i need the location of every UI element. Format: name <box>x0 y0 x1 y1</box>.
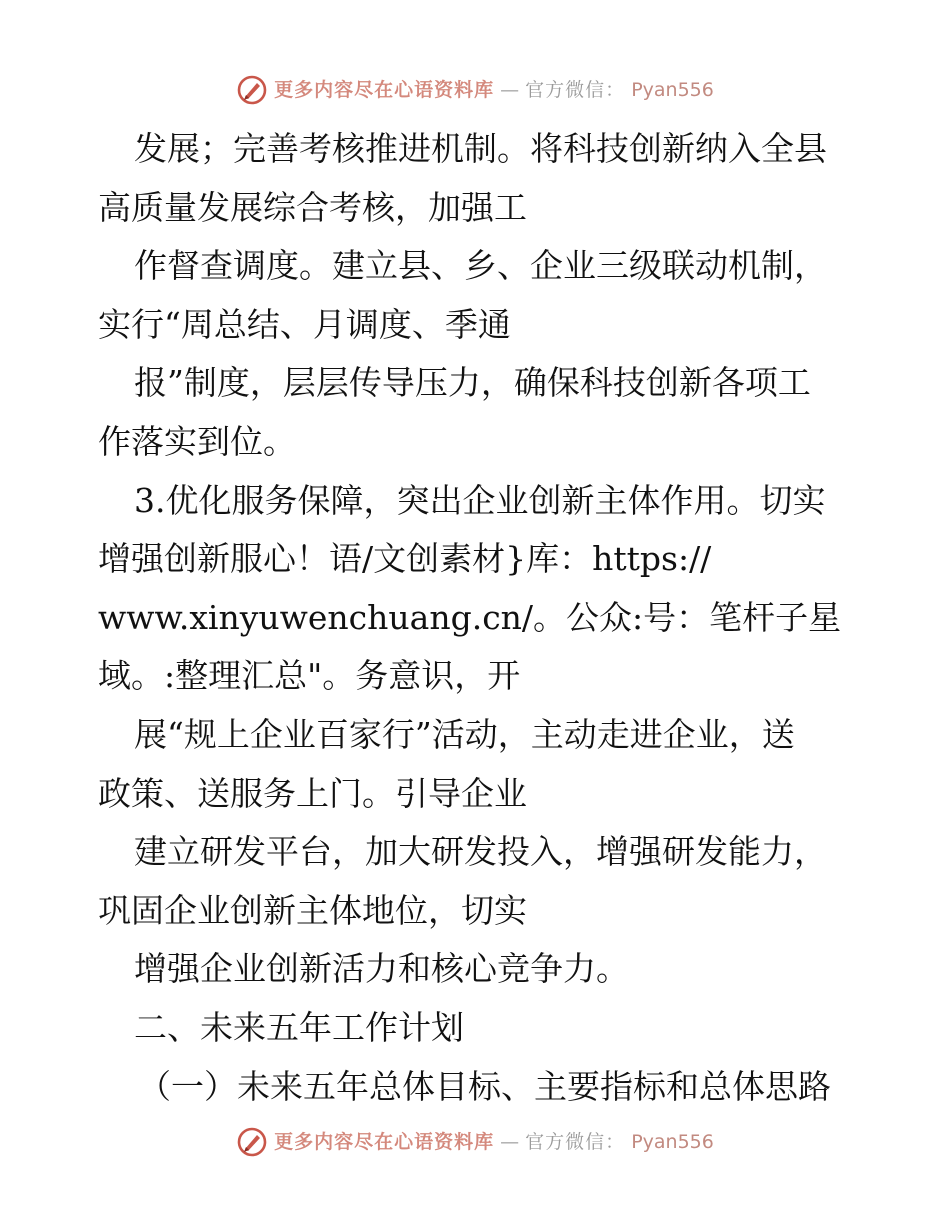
watermark-sub-text: 官方微信： <box>525 79 626 101</box>
paragraph-line: 建立研发平台，加大研发投入，增强研发能力， <box>134 832 827 872</box>
watermark-wechat-id: Pyan556 <box>631 1131 714 1153</box>
paragraph-line: 展“规上企业百家行”活动，主动走进企业，送 <box>134 714 795 754</box>
watermark-dash: — <box>500 1131 520 1153</box>
paragraph-line: 增强企业创新活力和核心竞争力。 <box>134 949 629 989</box>
watermark-main-text: 更多内容尽在心语资料库 <box>274 1131 495 1153</box>
paragraph-line: 政策、送服务上门。引导企业 <box>98 773 527 813</box>
paragraph-line: 实行“周总结、月调度、季通 <box>98 304 511 344</box>
watermark-main-text: 更多内容尽在心语资料库 <box>274 79 495 101</box>
paragraph-line: 发展；完善考核推进机制。将科技创新纳入全县 <box>134 129 827 168</box>
subsection-heading: （一）未来五年总体目标、主要指标和总体思路 <box>138 1066 831 1106</box>
paragraph-line: 高质量发展综合考核，加强工 <box>98 187 527 227</box>
pen-logo-icon <box>236 74 268 106</box>
watermark-dash: — <box>500 79 520 101</box>
paragraph-line: 作落实到位。 <box>98 421 296 461</box>
section-heading: 二、未来五年工作计划 <box>134 1007 464 1047</box>
paragraph-line: 报”制度，层层传导压力，确保科技创新各项工 <box>134 363 811 403</box>
paragraph-line: www.xinyuwenchuang.cn/。公众:号：笔杆子星 <box>98 597 842 637</box>
pen-logo-icon <box>236 1126 268 1158</box>
paragraph-line: 域。:整理汇总"。务意识，开 <box>98 656 521 696</box>
paragraph-line: 增强创新服心！语/文创素材}库：https:// <box>98 539 712 579</box>
footer-watermark <box>0 1126 950 1158</box>
watermark-sub-text: 官方微信： <box>525 1131 626 1153</box>
paragraph-line: 3.优化服务保障，突出企业创新主体作用。切实 <box>134 480 826 520</box>
paragraph-line: 作督查调度。建立县、乡、企业三级联动机制， <box>134 246 827 286</box>
header-watermark <box>0 74 950 106</box>
paragraph-line: 巩固企业创新主体地位，切实 <box>98 890 527 930</box>
watermark-wechat-id: Pyan556 <box>631 79 714 101</box>
document-body <box>98 120 858 1116</box>
